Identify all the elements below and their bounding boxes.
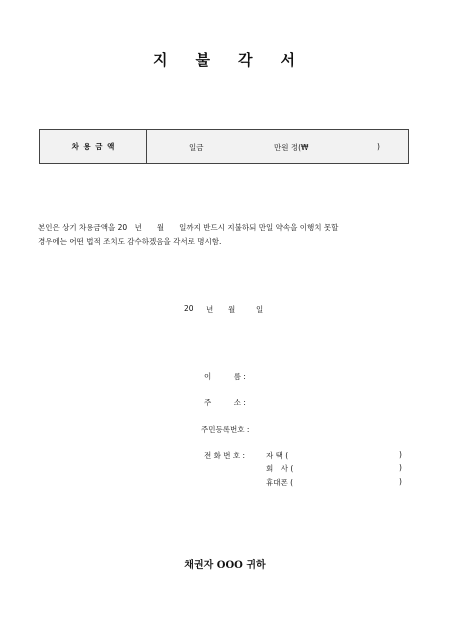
date-month: 월 bbox=[228, 305, 236, 314]
name-label: 이 름 : bbox=[204, 372, 246, 381]
date-year-prefix: 20 bbox=[184, 304, 194, 313]
phone-company-close: ) bbox=[399, 463, 402, 472]
id-number-label: 주민등록번호 : bbox=[201, 425, 250, 434]
address-label: 주 소 : bbox=[204, 398, 246, 407]
title-char-2: 불 bbox=[195, 51, 212, 69]
title-char-1: 지 bbox=[153, 51, 170, 69]
amount-prefix: 일금 bbox=[189, 143, 204, 152]
statement-paragraph bbox=[38, 221, 412, 249]
phone-home-label: 자 택 ( bbox=[266, 451, 289, 460]
amount-value-field[interactable] bbox=[147, 130, 408, 163]
phone-home-close: ) bbox=[399, 450, 402, 459]
amount-label: 차 용 금 액 bbox=[40, 130, 147, 163]
creditor-recipient: 채권자 OOO 귀하 bbox=[184, 560, 266, 571]
amount-suffix: ) bbox=[377, 142, 380, 151]
amount-box bbox=[39, 129, 409, 164]
date-year: 년 bbox=[206, 305, 214, 314]
phone-company-label: 회 사 ( bbox=[266, 464, 294, 473]
date-day: 일 bbox=[256, 305, 264, 314]
title-char-3: 각 bbox=[238, 51, 255, 69]
phone-label: 전 화 번 호 : bbox=[204, 451, 246, 460]
statement-line-1: 본인은 상기 차용금액을 20 년 월 일까지 반드시 지불하되 만일 약속을 이행치 못할 bbox=[38, 223, 339, 232]
document-title bbox=[0, 49, 450, 70]
statement-line-2: 경우에는 어떤 법적 조치도 감수하겠음을 각서로 명시함. bbox=[38, 237, 222, 246]
phone-mobile-label: 휴대폰 ( bbox=[266, 478, 294, 487]
amount-middle: 만원 정(₩ bbox=[274, 143, 309, 152]
title-char-4: 서 bbox=[280, 51, 297, 69]
phone-mobile-close: ) bbox=[399, 477, 402, 486]
